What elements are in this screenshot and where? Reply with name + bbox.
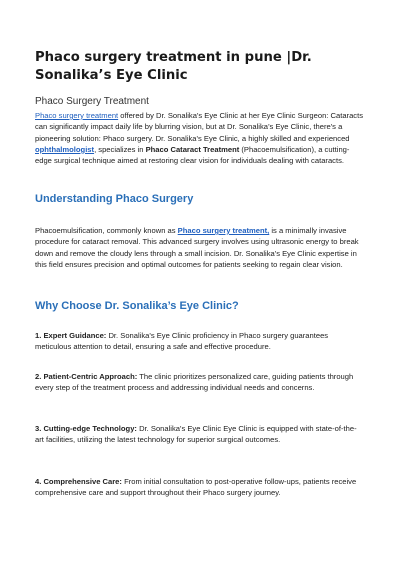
intro-text-2: , specializes in — [94, 144, 146, 154]
item-text: Dr. Sonalika's Eye Clinic proficiency in Phaco surgery guarantees meticulous attention to detail, ensuring a safe and effective procedure. — [35, 331, 329, 352]
list-item — [35, 423, 365, 446]
item-text: From initial consultation to post-operative follow-ups, patients receive comprehensive care and support throughout their Phaco surgery journey. — [35, 477, 357, 498]
item-label: 3. Cutting-edge Technology: — [35, 424, 137, 433]
list-item — [35, 371, 365, 394]
intro-paragraph — [35, 110, 365, 166]
item-label: 4. Comprehensive Care: — [35, 477, 122, 486]
list-item — [35, 330, 365, 353]
understanding-text-1: Phacoemulsification, commonly known as — [35, 226, 178, 235]
item-text: The clinic prioritizes personalized care, guiding patients through every step of the treatment process and addressing individual needs and concerns. — [35, 372, 354, 393]
intro-text-1: offered by Dr. Sonalika's Eye Clinic at her Eye Clinic Surgeon: Cataracts can significantly impact daily life by blurring vision, but at Dr. Sonalika’s Eye Clinic, there's a pioneering solution: Phaco surgery. Dr. Sonalika's Eye Clinic, a highly skilled and experienced — [35, 111, 364, 143]
understanding-text-2: is a minimally invasive procedure for cataract removal. This advanced surgery involves using ultrasonic energy to break down and remove the cloudy lens through a small incision. Dr. Sonalika's Eye Clinic expertise in this field ensures precision and optimal outcomes for patients seeking to regain clear vision. — [35, 226, 359, 269]
intro-bold-term: Phaco Cataract Treatment — [145, 144, 240, 154]
ophthalmologist-link[interactable]: ophthalmologist — [35, 144, 95, 154]
item-text: Dr. Sonalika's Eye Clinic Eye Clinic is equipped with state-of-the-art facilities, utilizing the latest technology for superior surgical outcomes. — [35, 424, 357, 445]
why-choose-heading: Why Choose Dr. Sonalika’s Eye Clinic? — [35, 300, 239, 312]
phaco-treatment-link[interactable]: Phaco surgery treatment — [35, 111, 119, 120]
list-item — [35, 476, 365, 499]
understanding-heading: Understanding Phaco Surgery — [35, 193, 194, 205]
intro-text-3: (Phacoemulsification), a cutting-edge surgical technique aimed at restoring clear vision for individuals dealing with cataracts. — [35, 144, 350, 166]
item-label: 1. Expert Guidance: — [35, 331, 107, 340]
intro-heading: Phaco Surgery Treatment — [35, 96, 149, 107]
understanding-paragraph — [35, 225, 365, 270]
page-title: Phaco surgery treatment in pune |Dr. Sonalika’s Eye Clinic — [35, 50, 312, 83]
phaco-surgery-link[interactable]: Phaco surgery treatment, — [177, 226, 270, 235]
item-label: 2. Patient-Centric Approach: — [35, 372, 138, 381]
